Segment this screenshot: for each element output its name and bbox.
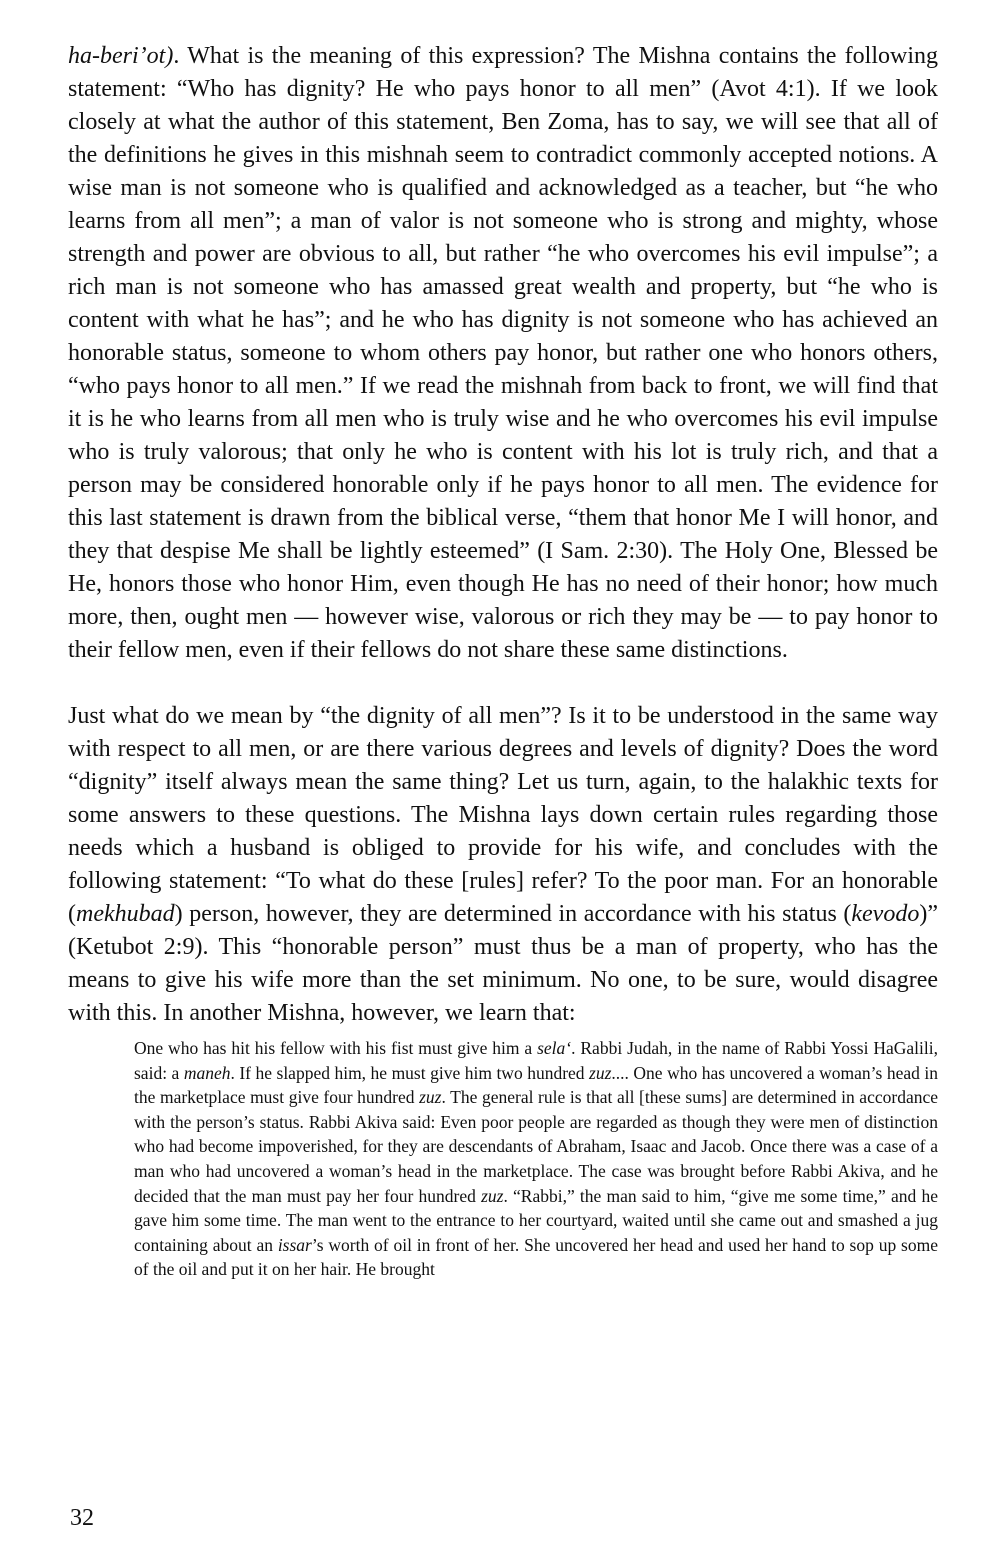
italic-term: zuz [419,1087,442,1108]
italic-term: maneh [183,1062,231,1083]
block-quote [134,1036,938,1282]
italic-term: ha-beri’ot) [68,43,174,69]
text-run: . The general rule is that all [these sums] are determined in accordance with the person’s status. Rabbi Akiva said: Even poor people are regarded as though they were men of distinction who had become impoverished, for they are descendants of Abraham, Isaac and Jacob. Once there was a case of a man who had uncovered a woman’s head in the marketplace. The case was brought before Rabbi Akiva, and he decided that the man must pay her four hundred [134,1087,938,1206]
italic-term: zuz [589,1062,612,1083]
text-run: . “Rabbi,” the man said to him, “give me some time,” and he gave him some time. The man went to the entrance to her courtyard, waited until she came out and smashed a jug containing about an [134,1185,939,1255]
page-body [68,40,938,1282]
text-run: . What is the meaning of this expression? The Mishna contains the following statement: “Who has dignity? He who pays honor to all men” (Avot 4:1). If we look closely at what the author of this statement, Ben Zoma, has to say, we will see that all of the definitions he gives in this mishnah seem to contradict commonly accepted notions. A wise man is not someone who is qualified and acknowledged as a teacher, but “he who learns from all men”; a man of valor is not someone who is strong and mighty, whose strength and power are obvious to all, but rather “he who overcomes his evil impulse”; a rich man is not someone who has amassed great wealth and property, but “he who is content with what he has”; and he who has dignity is not someone who has achieved an honorable status, someone to whom others pay honor, but rather one who honors others, “who pays honor to all men.” If we read the mishnah from back to front, we will find that it is he who learns from all men who is truly wise and he who overcomes his evil impulse who is truly valorous; that only he who is content with his lot is truly rich, and that a person may be considered honorable only if he pays honor to all men. The evidence for this last statement is drawn from the biblical verse, “them that honor Me I will honor, and they that despise Me shall be lightly esteemed” (I Sam. 2:30). The Holy One, Blessed be He, honors those who honor Him, even though He has no need of their honor; how much more, then, ought men — however wise, valorous or rich they may be — to pay honor to their fellow men, even if their fellows do not share these same distinctions. [68,43,938,663]
text-run: .... One who has uncovered a woman’s head in the marketplace must give four hundred [134,1062,938,1108]
text-run: )” (Ketubot 2:9). This “honorable person” must thus be a man of property, who has the means to give his wife more than the set minimum. No one, to be sure, would disagree with this. In another Mishna, however, we learn that: [68,901,938,1026]
italic-term: issar [277,1234,312,1255]
text-run: ) person, however, they are determined in accordance with his status ( [174,901,852,927]
text-run: . Rabbi Judah, in the name of Rabbi Yossi HaGalili, said: a [134,1038,938,1083]
italic-term: mekhubad [76,901,175,927]
italic-term: kevodo [851,901,920,927]
text-run: Just what do we mean by “the dignity of all men”? Is it to be understood in the same way with respect to all men, or are there various degrees and levels of dignity? Does the word “dignity” itself always mean the same thing? Let us turn, again, to the halakhic texts for some answers to these questions. The Mishna lays down certain rules regarding those needs which a husband is obliged to provide for his wife, and concludes with the following statement: “To what do these [rules] refer? To the poor man. For an honorable ( [68,703,938,927]
body-paragraph-1 [68,40,938,667]
italic-term: zuz [481,1185,504,1206]
italic-term: sela‘ [537,1038,572,1058]
text-run: One who has hit his fellow with his fist must give him a [134,1038,538,1058]
text-run: . If he slapped him, he must give him two hundred [230,1062,590,1083]
page-number: 32 [70,1505,94,1531]
text-run: ’s worth of oil in front of her. She uncovered her head and used her hand to sop up some of the oil and put it on her hair. He brought [134,1234,938,1280]
body-paragraph-2 [68,700,938,1030]
